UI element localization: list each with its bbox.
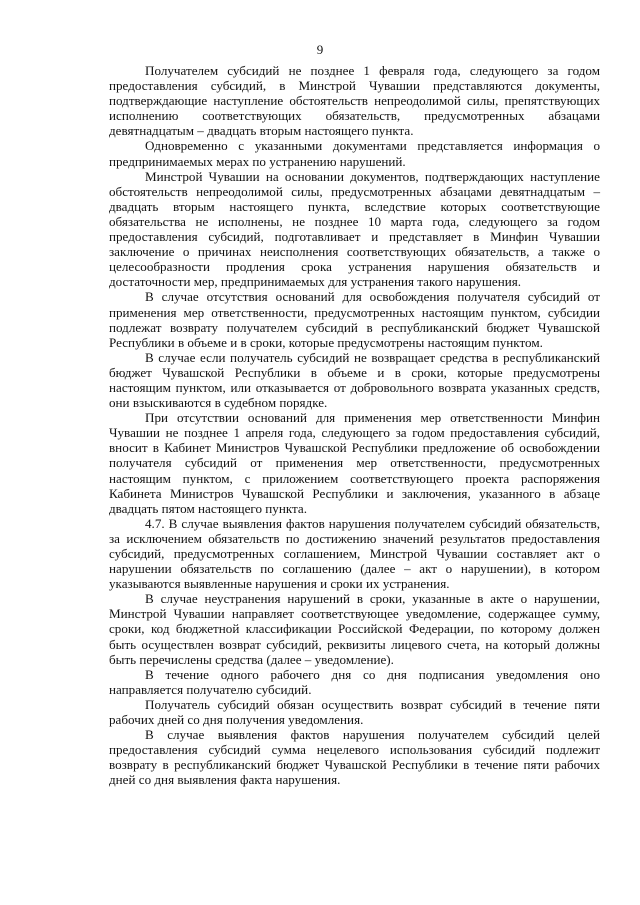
paragraph-5: В случае если получатель субсидий не возвращает средства в республиканский бюджет Чувашской Республики в объеме и в сроки, которые предусмотрены настоящим пунктом, или отказывается от добровольного возврата указанных средств, они взыскиваются в судебном порядке. bbox=[109, 349, 600, 411]
paragraph-9: В течение одного рабочего дня со дня подписания уведомления оно направляется получателю субсидий. bbox=[109, 666, 600, 697]
paragraph-7: 4.7. В случае выявления фактов нарушения получателем субсидий обязательств, за исключением обязательств по достижению значений результатов предоставления субсидий, предусмотренных соглашением, Минстрой Чувашии составляет акт о нарушении обязательств по соглашению (далее – акт о нарушении), в котором указываются выявленные нарушения и сроки их устранения. bbox=[109, 515, 600, 592]
paragraph-1: Получателем субсидий не позднее 1 февраля года, следующего за годом предоставления субсидий, в Минстрой Чувашии представляются документы, подтверждающие наступление обстоятельств непреодолимой силы, препятствующих исполнению соответствующих обязательств, предусмотренных абзацами девятнадцатым – двадцать вторым настоящего пункта. bbox=[109, 63, 600, 139]
paragraph-11: В случае выявления фактов нарушения получателем субсидий целей предоставления субсидий сумма нецелевого использования субсидий подлежит возврату в республиканский бюджет Чувашской Республики в течение пяти рабочих дней со дня выявления факта нарушения. bbox=[109, 727, 600, 788]
document-body bbox=[109, 63, 600, 788]
paragraph-3: Минстрой Чувашии на основании документов, подтверждающих наступление обстоятельств непреодолимой силы, предусмотренных абзацами девятнадцатым – двадцать вторым настоящего пункта, вследствие которых соответствующие обязательства не исполнены, не позднее 10 марта года, следующего за годом предоставления субсидий, подготавливает и представляет в Минфин Чувашии заключение о причинах неисполнения соответствующих обязательств, а также о целесообразности продления срока устранения нарушения обязательств и достаточности мер, предпринимаемых для устранения такого нарушения. bbox=[109, 168, 600, 290]
paragraph-2: Одновременно с указанными документами представляется информация о предпринимаемых мерах по устранению нарушений. bbox=[109, 138, 600, 169]
page-number: 9 bbox=[316, 42, 324, 57]
paragraph-8: В случае неустранения нарушений в сроки, указанные в акте о нарушении, Минстрой Чувашии направляет соответствующее уведомление, содержащее сумму, сроки, код бюджетной классификации Российской Федерации, по которому должен быть осуществлен возврат субсидий, реквизиты лицевого счета, на который должны быть перечислены средства (далее – уведомление). bbox=[109, 591, 600, 667]
paragraph-4: В случае отсутствия оснований для освобождения получателя субсидий от применения мер ответственности, предусмотренных настоящим пунктом, субсидии подлежат возврату получателем субсидий в республиканский бюджет Чувашской Республики в объеме и в сроки, которые предусмотрены настоящим пунктом. bbox=[109, 289, 600, 350]
paragraph-10: Получатель субсидий обязан осуществить возврат субсидий в течение пяти рабочих дней со дня получения уведомления. bbox=[109, 696, 600, 728]
paragraph-6: При отсутствии оснований для применения мер ответственности Минфин Чувашии не позднее 1 апреля года, следующего за годом предоставления субсидий, вносит в Кабинет Министров Чувашской Республики предложение об освобождении получателя субсидий от применения мер ответственности, предусмотренных настоящим пунктом, с приложением соответствующего проекта распоряжения Кабинета Министров Чувашской Республики и заключения, указанного в абзаце двадцать пятом настоящего пункта. bbox=[109, 410, 600, 516]
